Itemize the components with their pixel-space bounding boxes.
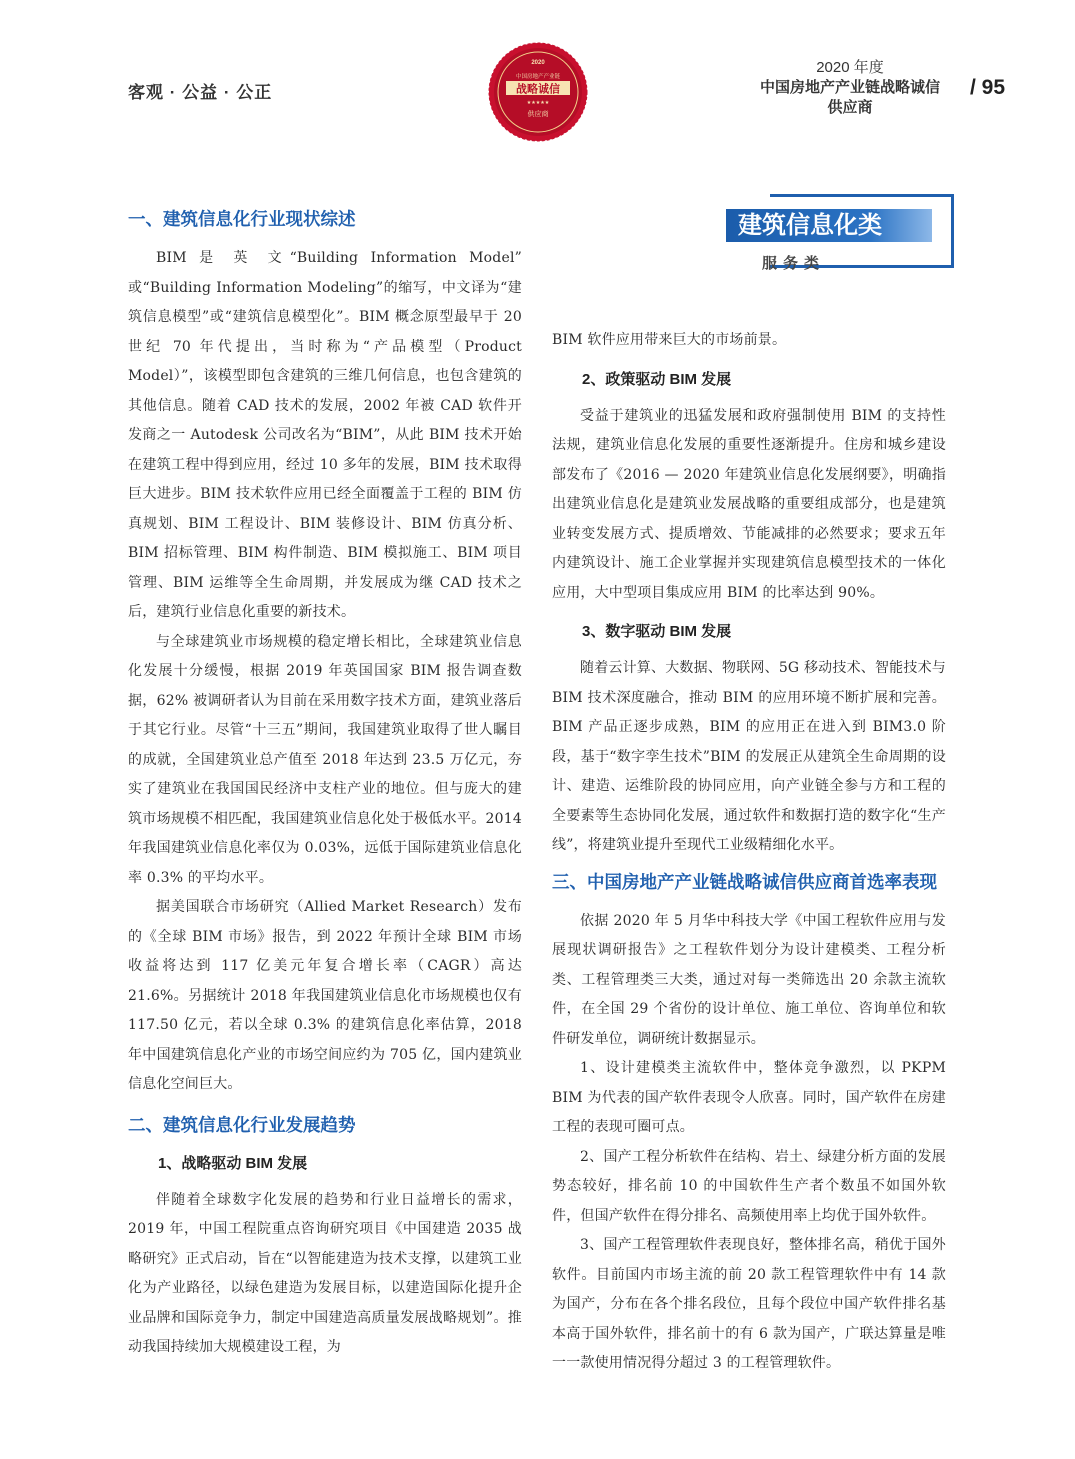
- header-title-block: [740, 58, 960, 118]
- section-1-paragraph-3: 据美国联合市场研究（Allied Market Research）发布的《全球 BIM 市场》报告，到 2022 年预计全球 BIM 市场收益将达到 117 亿美元年复合增长率（CAGR）高达 21.6%。另据统计 2018 年我国建筑业信息化市场规模也仅有 117.50 亿元，若以全球 0.3% 的建筑信息化率估算，2018 年中国建筑信息化产业的市场空间应约为 705 亿，国内建筑业信息化空间巨大。: [128, 899, 522, 1092]
- subsection-3-paragraph: 随着云计算、大数据、物联网、5G 移动技术、智能技术与 BIM 技术深度融合，推动 BIM 的应用环境不断扩展和完善。BIM 产品正逐步成熟，BIM 的应用正在进入到 BIM3.0 阶段，基于“数字孪生技术”BIM 的发展正从建筑全生命周期的设计、建造、运维阶段的协同应用，向产业链全参与方和工程的全要素等生态协同化发展，通过软件和数据打造的数字化“生产线”，将建筑业提升至现代工业级精细化水平。: [552, 660, 946, 853]
- section-1-paragraph-1: BIM 是 英 文“Building Information Model” 或“Building Information Modeling”的缩写，中文译为“建筑信息模型”或“建筑信息模型化”。BIM 概念原型最早于 20 世纪 70 年代提出，当时称为“产品模型（Product Model）”，该模型即包含建筑的三维几何信息，也包含建筑的其他信息。随着 CAD 技术的发展，2002 年被 CAD 软件开发商之一 Autodesk 公司改名为“BIM”，从此 BIM 技术开始在建筑工程中得到应用，经过 10 多年的发展，BIM 技术取得巨大进步。BIM 技术软件应用已经全面覆盖于工程的 BIM 仿真规划、BIM 工程设计、BIM 装修设计、BIM 仿真分析、BIM 招标管理、BIM 构件制造、BIM 模拟施工、BIM 项目管理、BIM 运维等全生命周期，并发展成为继 CAD 技术之后，建筑行业信息化重要的新技术。: [128, 250, 522, 620]
- section-3-paragraph-2: 1、设计建模类主流软件中，整体竞争激烈，以 PKPM BIM 为代表的国产软件表现令人欣喜。同时，国产软件在房建工程的表现可圈可点。: [552, 1060, 946, 1135]
- subsection-2-heading: 2、政策驱动 BIM 发展: [582, 370, 732, 388]
- section-1-paragraph-2: 与全球建筑业市场规模的稳定增长相比，全球建筑业信息化发展十分缓慢，根据 2019 年英国国家 BIM 报告调查数据，62% 被调研者认为目前在采用数字技术方面，建筑业落后于其它行业。尽管“十三五”期间，我国建筑业取得了世人瞩目的成就，全国建筑业总产值至 2018 年达到 23.5 万亿元，夯实了建筑业在我国国民经济中支柱产业的地位。但与庞大的建筑市场规模不相匹配，我国建筑业信息化处于极低水平。2014 年我国建筑业信息化率仅为 0.03%，远低于国际建筑业信息化率 0.3% 的平均水平。: [128, 633, 522, 886]
- seal-badge-icon: [488, 42, 588, 142]
- seal-line1: 中国房地产产业链: [515, 74, 561, 80]
- seal-year: 2020: [531, 60, 545, 66]
- right-column: [552, 326, 946, 1379]
- section-1-heading: 一、建筑信息化行业现状综述: [128, 209, 356, 229]
- section-3-paragraph-3: 2、国产工程分析软件在结构、岩土、绿建分析方面的发展势态较好，排名前 10 的中国软件生产者个数虽不如国外软件，但国产软件在得分排名、高频使用率上均优于国外软件。: [552, 1148, 946, 1224]
- subsection-1-paragraph: 伴随着全球数字化发展的趋势和行业日益增长的需求，2019 年，中国工程院重点咨询研究项目《中国建造 2035 战略研究》正式启动，旨在“以智能建造为技术支撑，以建筑工业化为产业路径，以绿色建造为发展目标，以建造国际化提升企业品牌和国际竞争力，制定中国建造高质量发展战略规划”。推动我国持续加大规模建设工程，为: [128, 1191, 522, 1355]
- continued-paragraph: BIM 软件应用带来巨大的市场前景。: [552, 332, 787, 348]
- seal-main: 战略诚信: [516, 82, 560, 96]
- section-3-paragraph-1: 依据 2020 年 5 月华中科技大学《中国工程软件应用与发展现状调研报告》之工程软件划分为设计建模类、工程分析类、工程管理类三大类，通过对每一类筛选出 20 余款主流软件，在全国 29 个省份的设计单位、施工单位、咨询单位和软件研发单位，调研统计数据显示。: [552, 912, 946, 1047]
- header-title-line1: 中国房地产产业链战略诚信: [759, 79, 940, 96]
- category-subtitle: 服务类: [762, 255, 826, 272]
- category-title: 建筑信息化类: [738, 212, 882, 239]
- seal-stars: ★★★★★: [526, 100, 550, 106]
- header-title-line2: 供应商: [827, 99, 873, 116]
- header-motto: 客观 · 公益 · 公正: [128, 83, 273, 102]
- subsection-2-paragraph: 受益于建筑业的迅猛发展和政府强制使用 BIM 的支持性法规，建筑业信息化发展的重要性逐渐提升。住房和城乡建设部发布了《2016 — 2020 年建筑业信息化发展纲要》，明确指出建筑业信息化是建筑业发展战略的重要组成部分，也是建筑业转变发展方式、提质增效、节能减排的必然要求；要求五年内建筑设计、施工企业掌握并实现建筑信息模型技术的一体化应用，大中型项目集成应用 BIM 的比率达到 90%。: [552, 407, 946, 601]
- page-number: / 95: [970, 76, 1006, 99]
- subsection-3-heading: 3、数字驱动 BIM 发展: [582, 623, 732, 640]
- section-3-paragraph-4: 3、国产工程管理软件表现良好，整体排名高，稍优于国外软件。目前国内市场主流的前 20 款工程管理软件中有 14 款为国产，分布在各个排名段位，且每个段位中国产软件排名基本高于国外软件，排名前十的有 6 款为国产，广联达算量是唯一一款使用情况得分超过 3 的工程管理软件。: [552, 1237, 946, 1371]
- left-column: [128, 200, 522, 1363]
- subsection-1-heading: 1、战略驱动 BIM 发展: [158, 1154, 308, 1172]
- header-year: 2020 年度: [816, 59, 884, 76]
- seal-bottom: 供应商: [527, 110, 549, 118]
- section-2-heading: 二、建筑信息化行业发展趋势: [128, 1114, 356, 1135]
- section-3-heading: 三、中国房地产产业链战略诚信供应商首选率表现: [552, 871, 937, 892]
